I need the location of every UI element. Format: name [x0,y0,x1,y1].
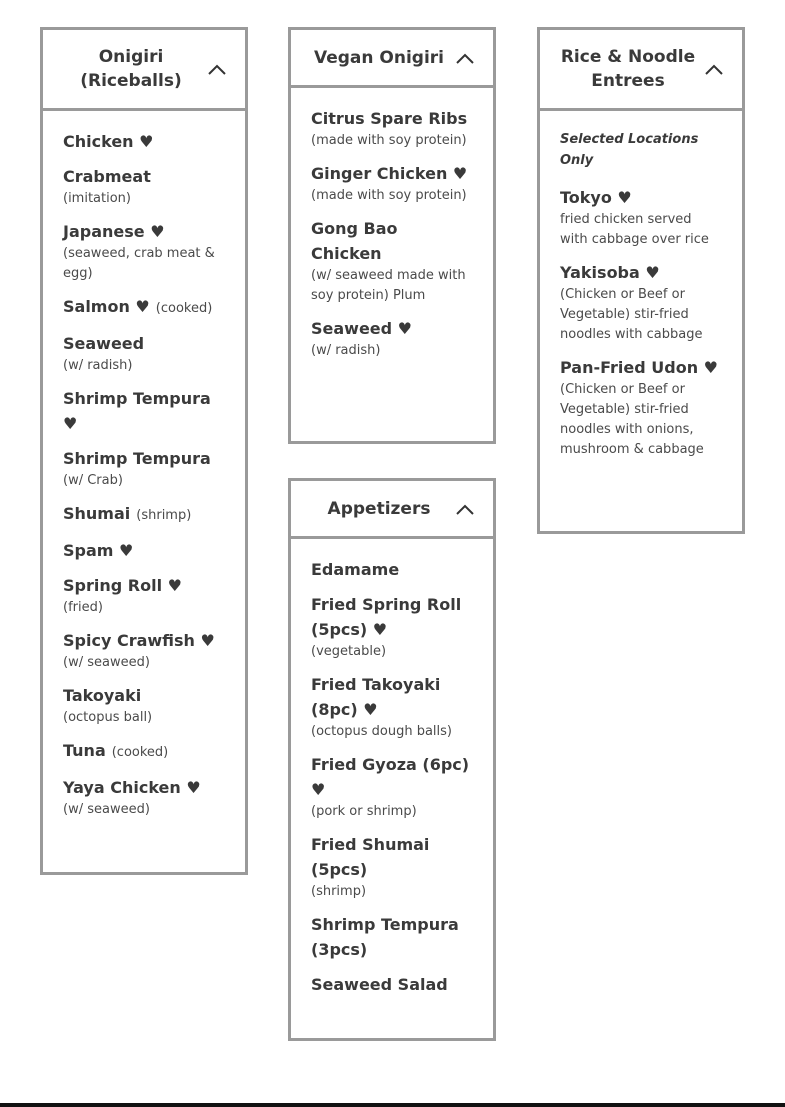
menu-item [560,355,722,460]
menu-item [63,294,225,321]
menu-item-name-text: Seaweed ♥ [311,319,413,338]
menu-item [63,164,225,209]
menu-item-name [311,557,473,582]
menu-item-name [311,672,473,722]
divider [0,1103,785,1107]
menu-item-name-text: Pan-Fried Udon ♥ [560,358,719,377]
menu-item-note: (cooked) [155,301,213,316]
menu-item-description: (w/ radish) [63,358,133,373]
menu-item [63,129,225,154]
menu-item-note: (shrimp) [136,508,192,523]
menu-item-description: (Chicken or Beef or Vegetable) stir-fried noodles with cabbage [560,287,703,342]
panel-onigiri [40,27,248,875]
menu-item-name-text: Fried Takoyaki (8pc) ♥ [311,675,441,719]
chevron-up-icon[interactable] [455,503,475,515]
menu-item-name-text: Seaweed Salad [311,975,448,994]
menu-item-name [311,216,473,266]
menu-item [311,752,473,822]
menu-item-description: (pork or shrimp) [311,804,417,819]
menu-item-name [63,501,225,528]
menu-item-name-text: Chicken ♥ [63,132,154,151]
menu-item-name-text: Takoyaki [63,686,142,705]
menu-item-name [63,446,225,471]
menu-item [311,216,473,306]
chevron-up-icon[interactable] [207,63,227,75]
menu-item-name-text: Tuna [63,741,106,760]
menu-item-name [560,185,722,210]
menu-item [63,573,225,618]
menu-item-name-text: Salmon ♥ [63,297,150,316]
menu-item [311,972,473,997]
menu-item [63,738,225,765]
menu-item-name-text: Spam ♥ [63,541,134,560]
menu-item-name [311,832,473,882]
menu-item [311,557,473,582]
menu-item-name [311,316,473,341]
menu-item-name-text: Fried Gyoza (6pc) ♥ [311,755,470,799]
menu-item [311,161,473,206]
menu-item-name-text: Fried Shumai (5pcs) [311,835,430,879]
menu-item [63,331,225,376]
menu-item-name-text: Edamame [311,560,400,579]
menu-item [63,775,225,820]
menu-item-name [311,752,473,802]
menu-item [63,628,225,673]
panel-vegan-onigiri [288,27,496,444]
menu-item-description: (w/ radish) [311,343,381,358]
menu-item-description: (made with soy protein) [311,133,467,148]
menu-item-description: (octopus ball) [63,710,153,725]
menu-item-name-text: Japanese ♥ [63,222,165,241]
menu-item-name [63,219,225,244]
panel-appetizers-list [291,539,493,1017]
menu-item [311,832,473,902]
menu-item-name-text: Shumai [63,504,131,523]
panel-appetizers-header[interactable] [291,481,493,539]
panel-vegan-header[interactable] [291,30,493,88]
menu-item [311,316,473,361]
menu-item-name [63,775,225,800]
menu-item-name [63,129,225,154]
menu-item-note: (cooked) [111,745,169,760]
panel-vegan-list [291,88,493,381]
menu-item-description: (octopus dough balls) [311,724,452,739]
panel-onigiri-list [43,111,245,840]
menu-item-description: (fried) [63,600,103,615]
menu-item-description: (seaweed, crab meat & egg) [63,246,215,281]
menu-item-name [63,738,225,765]
menu-item-name [63,628,225,653]
menu-item-name-text: Spring Roll ♥ [63,576,182,595]
menu-item-description: (Chicken or Beef or Vegetable) stir-fried noodles with onions, mushroom & cabbage [560,382,704,457]
menu-item-description: (w/ seaweed) [63,802,150,817]
menu-item-description: (shrimp) [311,884,367,899]
menu-item-name [63,164,225,189]
menu-item-name-text: Yaya Chicken ♥ [63,778,201,797]
menu-item-description: (imitation) [63,191,131,206]
menu-item-name [311,972,473,997]
menu-item [63,446,225,491]
panel-title: Appetizers [327,498,431,519]
menu-item-name [560,355,722,380]
menu-item-name-text: Seaweed [63,334,145,353]
chevron-up-icon[interactable] [704,63,724,75]
panel-rice-header[interactable] [540,30,742,111]
menu-item-name-text: Crabmeat [63,167,151,186]
menu-item-name [311,912,473,962]
menu-item-name-text: Citrus Spare Ribs [311,109,468,128]
panel-title: Rice & Noodle Entrees [560,47,696,91]
menu-item-name [63,294,225,321]
menu-item [63,386,225,436]
menu-item-name [311,106,473,131]
menu-item-description: fried chicken served with cabbage over rice [560,212,709,247]
menu-item [311,672,473,742]
menu-item [63,219,225,284]
chevron-up-icon[interactable] [455,52,475,64]
menu-item-name [63,538,225,563]
panel-appetizers [288,478,496,1041]
menu-item [560,185,722,250]
menu-item-name [63,331,225,356]
menu-item-description: (w/ Crab) [63,473,123,488]
menu-item-name [560,260,722,285]
menu-item-name [63,573,225,598]
menu-item-name-text: Ginger Chicken ♥ [311,164,468,183]
panel-rice-noodle [537,27,745,534]
menu-item-description: (w/ seaweed) [63,655,150,670]
menu-item-name-text: Spicy Crawfish ♥ [63,631,215,650]
menu-item-description: (vegetable) [311,644,387,659]
menu-item-name-text: Shrimp Tempura [63,449,211,468]
panel-rice-list [540,111,742,480]
menu-item [63,683,225,728]
menu-item [311,592,473,662]
menu-item-name-text: Shrimp Tempura (3pcs) [311,915,459,959]
panel-onigiri-header[interactable] [43,30,245,111]
menu-item-name [311,161,473,186]
panel-title: Vegan Onigiri [313,47,444,68]
menu-item [63,501,225,528]
menu-item [560,260,722,345]
menu-item [63,538,225,563]
menu-item-description: (w/ seaweed made with soy protein) Plum [311,268,466,303]
panel-title: Onigiri (Riceballs) [80,47,182,91]
menu-item-description: (made with soy protein) [311,188,467,203]
menu-item-name [63,386,225,436]
menu-item-name-text: Yakisoba ♥ [560,263,660,282]
menu-item [311,912,473,962]
menu-item-name-text: Tokyo ♥ [560,188,632,207]
menu-item [311,106,473,151]
menu-item-name-text: Gong Bao Chicken [311,219,398,263]
menu-item-name-text: Shrimp Tempura ♥ [63,389,211,433]
menu-item-name-text: Fried Spring Roll (5pcs) ♥ [311,595,462,639]
menu-item-name [311,592,473,642]
availability-note: Selected Locations Only [560,132,699,168]
menu-item-name [63,683,225,708]
